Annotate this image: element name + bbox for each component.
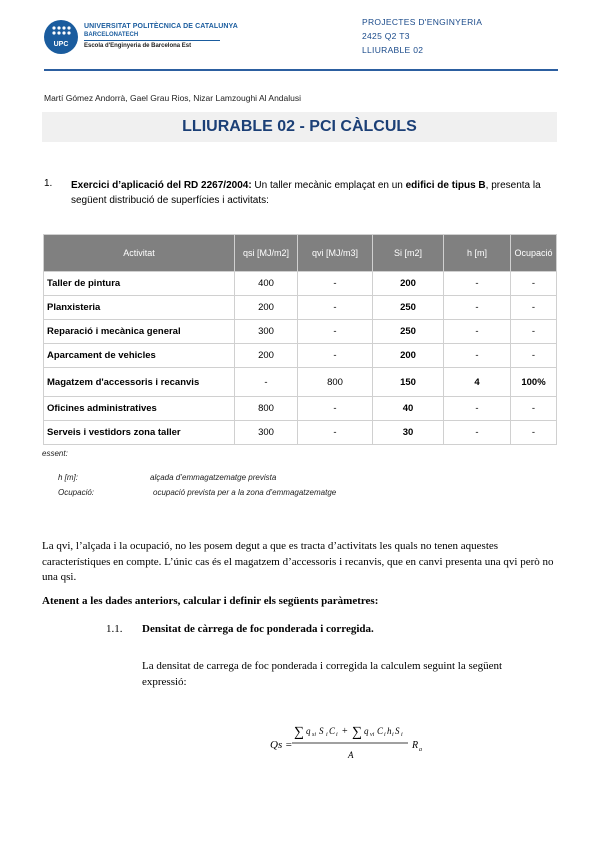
legend-key-h: h [m]: bbox=[58, 473, 79, 482]
formula-plus-icon: + bbox=[342, 726, 348, 737]
cell-activitat: Reparació i mecànica general bbox=[44, 320, 235, 344]
cell-qsi: 300 bbox=[235, 421, 298, 445]
formula-h2-sub: i bbox=[392, 732, 394, 738]
formula-s2-sub: i bbox=[401, 732, 403, 738]
cell-activitat: Oficines administratives bbox=[44, 397, 235, 421]
exercise-statement bbox=[71, 178, 541, 208]
cell-h: 4 bbox=[444, 368, 511, 397]
legend-key-ocupacio: Ocupació: bbox=[58, 488, 95, 497]
formula-lhs: Qs = bbox=[270, 739, 293, 751]
cell-qvi: - bbox=[298, 296, 373, 320]
col-header-si: Si [m2] bbox=[373, 235, 444, 272]
cell-ocupacio: - bbox=[511, 397, 557, 421]
formula-s1: S bbox=[319, 726, 324, 736]
formula-c2: C bbox=[377, 726, 384, 736]
cell-h: - bbox=[444, 397, 511, 421]
cell-qsi: 800 bbox=[235, 397, 298, 421]
formula-s1-sub: i bbox=[326, 732, 328, 738]
cell-activitat: Aparcament de vehicles bbox=[44, 344, 235, 368]
cell-qsi: 200 bbox=[235, 344, 298, 368]
cell-activitat: Taller de pintura bbox=[44, 272, 235, 296]
table-row bbox=[44, 272, 557, 296]
legend-desc-h: alçada d’emmagatzematge prevista bbox=[150, 473, 277, 482]
legend-desc-ocupacio: ocupació prevista per a la zona d’emmagatzematge bbox=[153, 488, 337, 497]
formula-q2: q bbox=[364, 726, 369, 736]
formula-ra: R bbox=[412, 740, 419, 751]
col-header-ocupacio: Ocupació bbox=[511, 235, 557, 272]
exercise-building-type: edifici de tipus B bbox=[405, 180, 486, 191]
university-subtitle: BARCELONATECH bbox=[84, 32, 139, 38]
table-row bbox=[44, 344, 557, 368]
exercise-text1: Un taller mecànic emplaçat en un bbox=[251, 180, 406, 191]
exercise-number: 1. bbox=[44, 178, 53, 189]
formula-q1-sub: si bbox=[312, 732, 317, 738]
cell-qvi: 800 bbox=[298, 368, 373, 397]
header-course: PROJECTES D'ENGINYERIA bbox=[362, 17, 483, 27]
section-title: Densitat de càrrega de foc ponderada i corregida. bbox=[142, 623, 374, 635]
cell-qsi: 300 bbox=[235, 320, 298, 344]
cell-qsi: 200 bbox=[235, 296, 298, 320]
cell-ocupacio: - bbox=[511, 320, 557, 344]
legend-essent: essent: bbox=[42, 449, 68, 458]
cell-h: - bbox=[444, 320, 511, 344]
logo-divider bbox=[84, 40, 220, 41]
cell-qvi: - bbox=[298, 344, 373, 368]
load-density-formula bbox=[268, 716, 448, 766]
cell-ocupacio: - bbox=[511, 296, 557, 320]
table-row bbox=[44, 296, 557, 320]
formula-denominator: A bbox=[348, 750, 354, 760]
section-number: 1.1. bbox=[106, 623, 123, 635]
formula-q2-sub: vi bbox=[370, 732, 375, 738]
cell-si: 150 bbox=[373, 368, 444, 397]
cell-si: 200 bbox=[373, 344, 444, 368]
cell-ocupacio: 100% bbox=[511, 368, 557, 397]
formula-c2-sub: i bbox=[384, 732, 386, 738]
authors: Martí Gómez Andorrà, Gael Grau Rios, Nizar Lamzoughi Al Andalusi bbox=[44, 93, 302, 103]
cell-si: 30 bbox=[373, 421, 444, 445]
table-header-row bbox=[44, 235, 557, 272]
explanation-paragraph: La qvi, l’alçada i la ocupació, no les posem degut a que es tracta d’activitats les quals no tenen aquestes característiques en compte. L’únic cas és el magatzem d’accessoris i recanvis, que en canvi presenta una qvi però no una qsi. bbox=[42, 540, 554, 583]
formula-q1: q bbox=[306, 726, 311, 736]
instruction-heading: Atenent a les dades anteriors, calcular i definir els següents paràmetres: bbox=[42, 595, 379, 607]
activities-table bbox=[43, 234, 557, 445]
logo-text: UPC bbox=[53, 41, 69, 48]
cell-qvi: - bbox=[298, 397, 373, 421]
col-header-qsi: qsi [MJ/m2] bbox=[235, 235, 298, 272]
cell-h: - bbox=[444, 344, 511, 368]
formula-sum-2-icon: ∑ bbox=[352, 725, 362, 740]
cell-activitat: Planxisteria bbox=[44, 296, 235, 320]
cell-si: 40 bbox=[373, 397, 444, 421]
exercise-bold: Exercici d’aplicació del RD 2267/2004: bbox=[71, 180, 252, 191]
formula-h2: h bbox=[387, 726, 392, 736]
exercise-text2: , presenta la següent distribució de superfícies i activitats: bbox=[71, 180, 541, 206]
col-header-qvi: qvi [MJ/m3] bbox=[298, 235, 373, 272]
table-row bbox=[44, 397, 557, 421]
cell-activitat: Magatzem d'accessoris i recanvis bbox=[44, 368, 235, 397]
cell-si: 250 bbox=[373, 296, 444, 320]
table-row bbox=[44, 368, 557, 397]
formula-ra-sub: a bbox=[419, 747, 422, 753]
school-name: Escola d'Enginyeria de Barcelona Est bbox=[84, 43, 192, 49]
section-paragraph: La densitat de carrega de foc ponderada i corregida la calculem seguint la següent expressió: bbox=[142, 660, 503, 688]
cell-ocupacio: - bbox=[511, 344, 557, 368]
cell-h: - bbox=[444, 272, 511, 296]
page-title: LLIURABLE 02 - PCI CÀLCULS bbox=[182, 118, 417, 135]
cell-h: - bbox=[444, 296, 511, 320]
table-row bbox=[44, 320, 557, 344]
cell-qsi: 400 bbox=[235, 272, 298, 296]
cell-qsi: - bbox=[235, 368, 298, 397]
upc-logo bbox=[44, 20, 78, 54]
formula-c1: C bbox=[329, 726, 336, 736]
upc-logo-dots-icon bbox=[51, 25, 71, 39]
cell-ocupacio: - bbox=[511, 272, 557, 296]
header-deliverable: LLIURABLE 02 bbox=[362, 45, 424, 55]
col-header-h: h [m] bbox=[444, 235, 511, 272]
cell-ocupacio: - bbox=[511, 421, 557, 445]
table-row bbox=[44, 421, 557, 445]
cell-qvi: - bbox=[298, 320, 373, 344]
cell-si: 200 bbox=[373, 272, 444, 296]
cell-qvi: - bbox=[298, 272, 373, 296]
formula-s2: S bbox=[395, 726, 400, 736]
cell-activitat: Serveis i vestidors zona taller bbox=[44, 421, 235, 445]
header-divider bbox=[44, 69, 558, 71]
formula-c1-sub: i bbox=[336, 732, 338, 738]
cell-h: - bbox=[444, 421, 511, 445]
university-name: UNIVERSITAT POLITÈCNICA DE CATALUNYA bbox=[84, 23, 238, 30]
header-term: 2425 Q2 T3 bbox=[362, 31, 410, 41]
cell-si: 250 bbox=[373, 320, 444, 344]
col-header-activitat: Activitat bbox=[44, 235, 235, 272]
cell-qvi: - bbox=[298, 421, 373, 445]
formula-sum-1-icon: ∑ bbox=[294, 725, 304, 740]
